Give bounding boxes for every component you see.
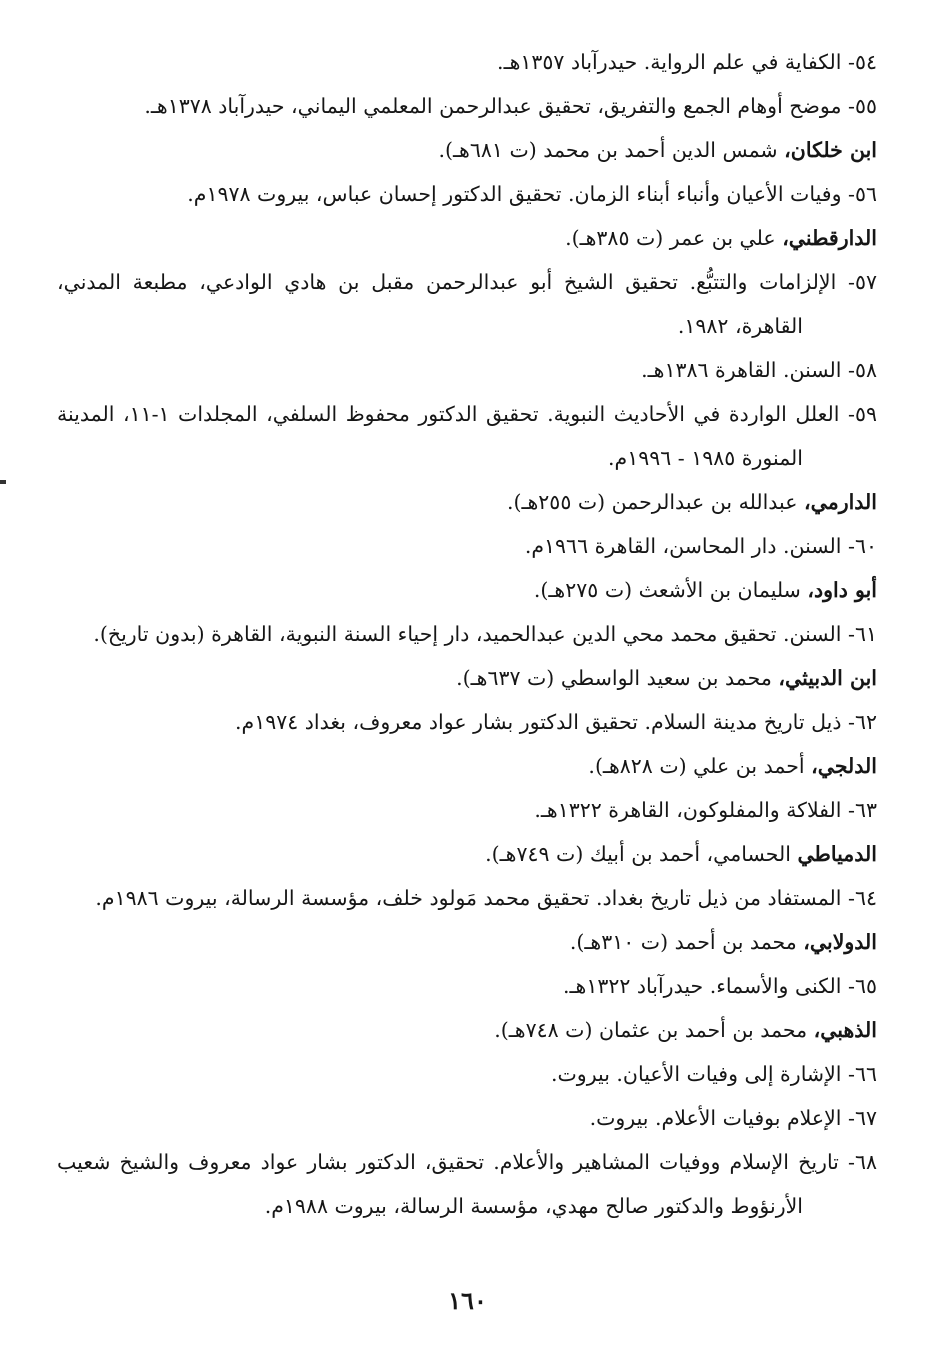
entry-text: السنن. تحقيق محمد محي الدين عبدالحميد، دار إحياء السنة النبوية، القاهرة (بدون تاريخ). bbox=[93, 622, 842, 646]
entry-text: السنن. دار المحاسن، القاهرة ١٩٦٦م. bbox=[524, 534, 842, 558]
bibliography-entry bbox=[57, 260, 877, 348]
author-heading bbox=[57, 832, 877, 876]
author-name: الدارقطني، bbox=[782, 226, 877, 250]
entry-text: المستفاد من ذيل تاريخ بغداد. تحقيق محمد مَولود خلف، مؤسسة الرسالة، بيروت ١٩٨٦م. bbox=[95, 886, 842, 910]
entry-number: ٦٢- bbox=[848, 710, 877, 734]
author-name: الدلجي، bbox=[811, 754, 877, 778]
bibliography-entry bbox=[57, 964, 877, 1008]
entry-text: ذيل تاريخ مدينة السلام. تحقيق الدكتور بشار عواد معروف، بغداد ١٩٧٤م. bbox=[234, 710, 842, 734]
bibliography-entry bbox=[57, 348, 877, 392]
entry-number: ٦٨- bbox=[848, 1150, 877, 1174]
author-details: علي بن عمر (ت ٣٨٥هـ). bbox=[565, 226, 776, 250]
author-name: الدارمي، bbox=[804, 490, 877, 514]
entry-number: ٦٠- bbox=[848, 534, 877, 558]
author-details: شمس الدين أحمد بن محمد (ت ٦٨١هـ). bbox=[438, 138, 778, 162]
entry-number: ٦٦- bbox=[848, 1062, 877, 1086]
bibliography-entry bbox=[57, 84, 877, 128]
entry-text: الإلزامات والتتبُّع. تحقيق الشيخ أبو عبدالرحمن مقبل بن هادي الوادعي، مطبعة المدني، القاهرة، ١٩٨٢. bbox=[57, 270, 837, 338]
entry-number: ٦٣- bbox=[848, 798, 877, 822]
entry-text: الكفاية في علم الرواية. حيدرآباد ١٣٥٧هـ. bbox=[497, 50, 842, 74]
author-details: محمد بن سعيد الواسطي (ت ٦٣٧هـ). bbox=[456, 666, 772, 690]
author-details: عبدالله بن عبدالرحمن (ت ٢٥٥هـ). bbox=[506, 490, 798, 514]
author-details: سليمان بن الأشعث (ت ٢٧٥هـ). bbox=[533, 578, 801, 602]
entry-text: الإشارة إلى وفيات الأعيان. بيروت. bbox=[550, 1062, 842, 1086]
author-heading bbox=[57, 656, 877, 700]
author-heading bbox=[57, 568, 877, 612]
entry-text: العلل الواردة في الأحاديث النبوية. تحقيق الدكتور محفوظ السلفي، المجلدات ١-١١، المدينة المنورة ١٩٨٥ - ١٩٩٦م. bbox=[57, 402, 840, 470]
author-name: الذهبي، bbox=[813, 1018, 877, 1042]
bibliography-entry bbox=[57, 612, 877, 656]
author-name: ابن الدبيثي، bbox=[778, 666, 877, 690]
entry-text: الإعلام بوفيات الأعلام. بيروت. bbox=[589, 1106, 842, 1130]
author-heading bbox=[57, 1008, 877, 1052]
entry-text: تاريخ الإسلام ووفيات المشاهير والأعلام. تحقيق، الدكتور بشار عواد معروف والشيخ شعيب الأرنؤوط والدكتور صالح مهدي، مؤسسة الرسالة، بيروت ١٩٨٨م. bbox=[57, 1150, 839, 1218]
bibliography-entry bbox=[57, 876, 877, 920]
margin-mark bbox=[0, 480, 6, 484]
entry-text: السنن. القاهرة ١٣٨٦هـ. bbox=[641, 358, 842, 382]
author-details: محمد بن أحمد (ت ٣١٠هـ). bbox=[569, 930, 797, 954]
bibliography-entry bbox=[57, 524, 877, 568]
entry-text: موضح أوهام الجمع والتفريق، تحقيق عبدالرحمن المعلمي اليماني، حيدرآباد ١٣٧٨هـ. bbox=[144, 94, 842, 118]
bibliography-entry bbox=[57, 1096, 877, 1140]
author-name: الدمياطي bbox=[797, 842, 877, 866]
entry-number: ٥٤- bbox=[848, 50, 877, 74]
author-name: أبو داود، bbox=[807, 578, 877, 602]
entry-text: الكنى والأسماء. حيدرآباد ١٣٢٢هـ. bbox=[563, 974, 842, 998]
entry-number: ٥٥- bbox=[848, 94, 877, 118]
page-number: ١٦٠ bbox=[448, 1286, 487, 1315]
author-name: ابن خلكان، bbox=[784, 138, 877, 162]
bibliography-entry bbox=[57, 1052, 877, 1096]
entry-number: ٦٥- bbox=[848, 974, 877, 998]
author-details: أحمد بن علي (ت ٨٢٨هـ). bbox=[588, 754, 805, 778]
bibliography-entry bbox=[57, 788, 877, 832]
entry-text: الفلاكة والمفلوكون، القاهرة ١٣٢٢هـ. bbox=[534, 798, 842, 822]
author-heading bbox=[57, 128, 877, 172]
bibliography-page bbox=[57, 40, 877, 1228]
author-heading bbox=[57, 920, 877, 964]
entry-number: ٦٤- bbox=[848, 886, 877, 910]
author-details: الحسامي، أحمد بن أبيك (ت ٧٤٩هـ). bbox=[485, 842, 791, 866]
author-name: الدولابي، bbox=[803, 930, 877, 954]
author-details: محمد بن أحمد بن عثمان (ت ٧٤٨هـ). bbox=[494, 1018, 808, 1042]
bibliography-entry bbox=[57, 172, 877, 216]
author-heading bbox=[57, 744, 877, 788]
entry-number: ٥٧- bbox=[848, 270, 877, 294]
bibliography-entry bbox=[57, 392, 877, 480]
entry-number: ٥٨- bbox=[848, 358, 877, 382]
entry-text: وفيات الأعيان وأنباء أبناء الزمان. تحقيق الدكتور إحسان عباس، بيروت ١٩٧٨م. bbox=[187, 182, 842, 206]
bibliography-entry bbox=[57, 1140, 877, 1228]
bibliography-entry bbox=[57, 700, 877, 744]
bibliography-entry bbox=[57, 40, 877, 84]
entry-number: ٥٦- bbox=[848, 182, 877, 206]
author-heading bbox=[57, 216, 877, 260]
entry-number: ٦١- bbox=[848, 622, 877, 646]
entry-number: ٦٧- bbox=[848, 1106, 877, 1130]
author-heading bbox=[57, 480, 877, 524]
entry-number: ٥٩- bbox=[848, 402, 877, 426]
